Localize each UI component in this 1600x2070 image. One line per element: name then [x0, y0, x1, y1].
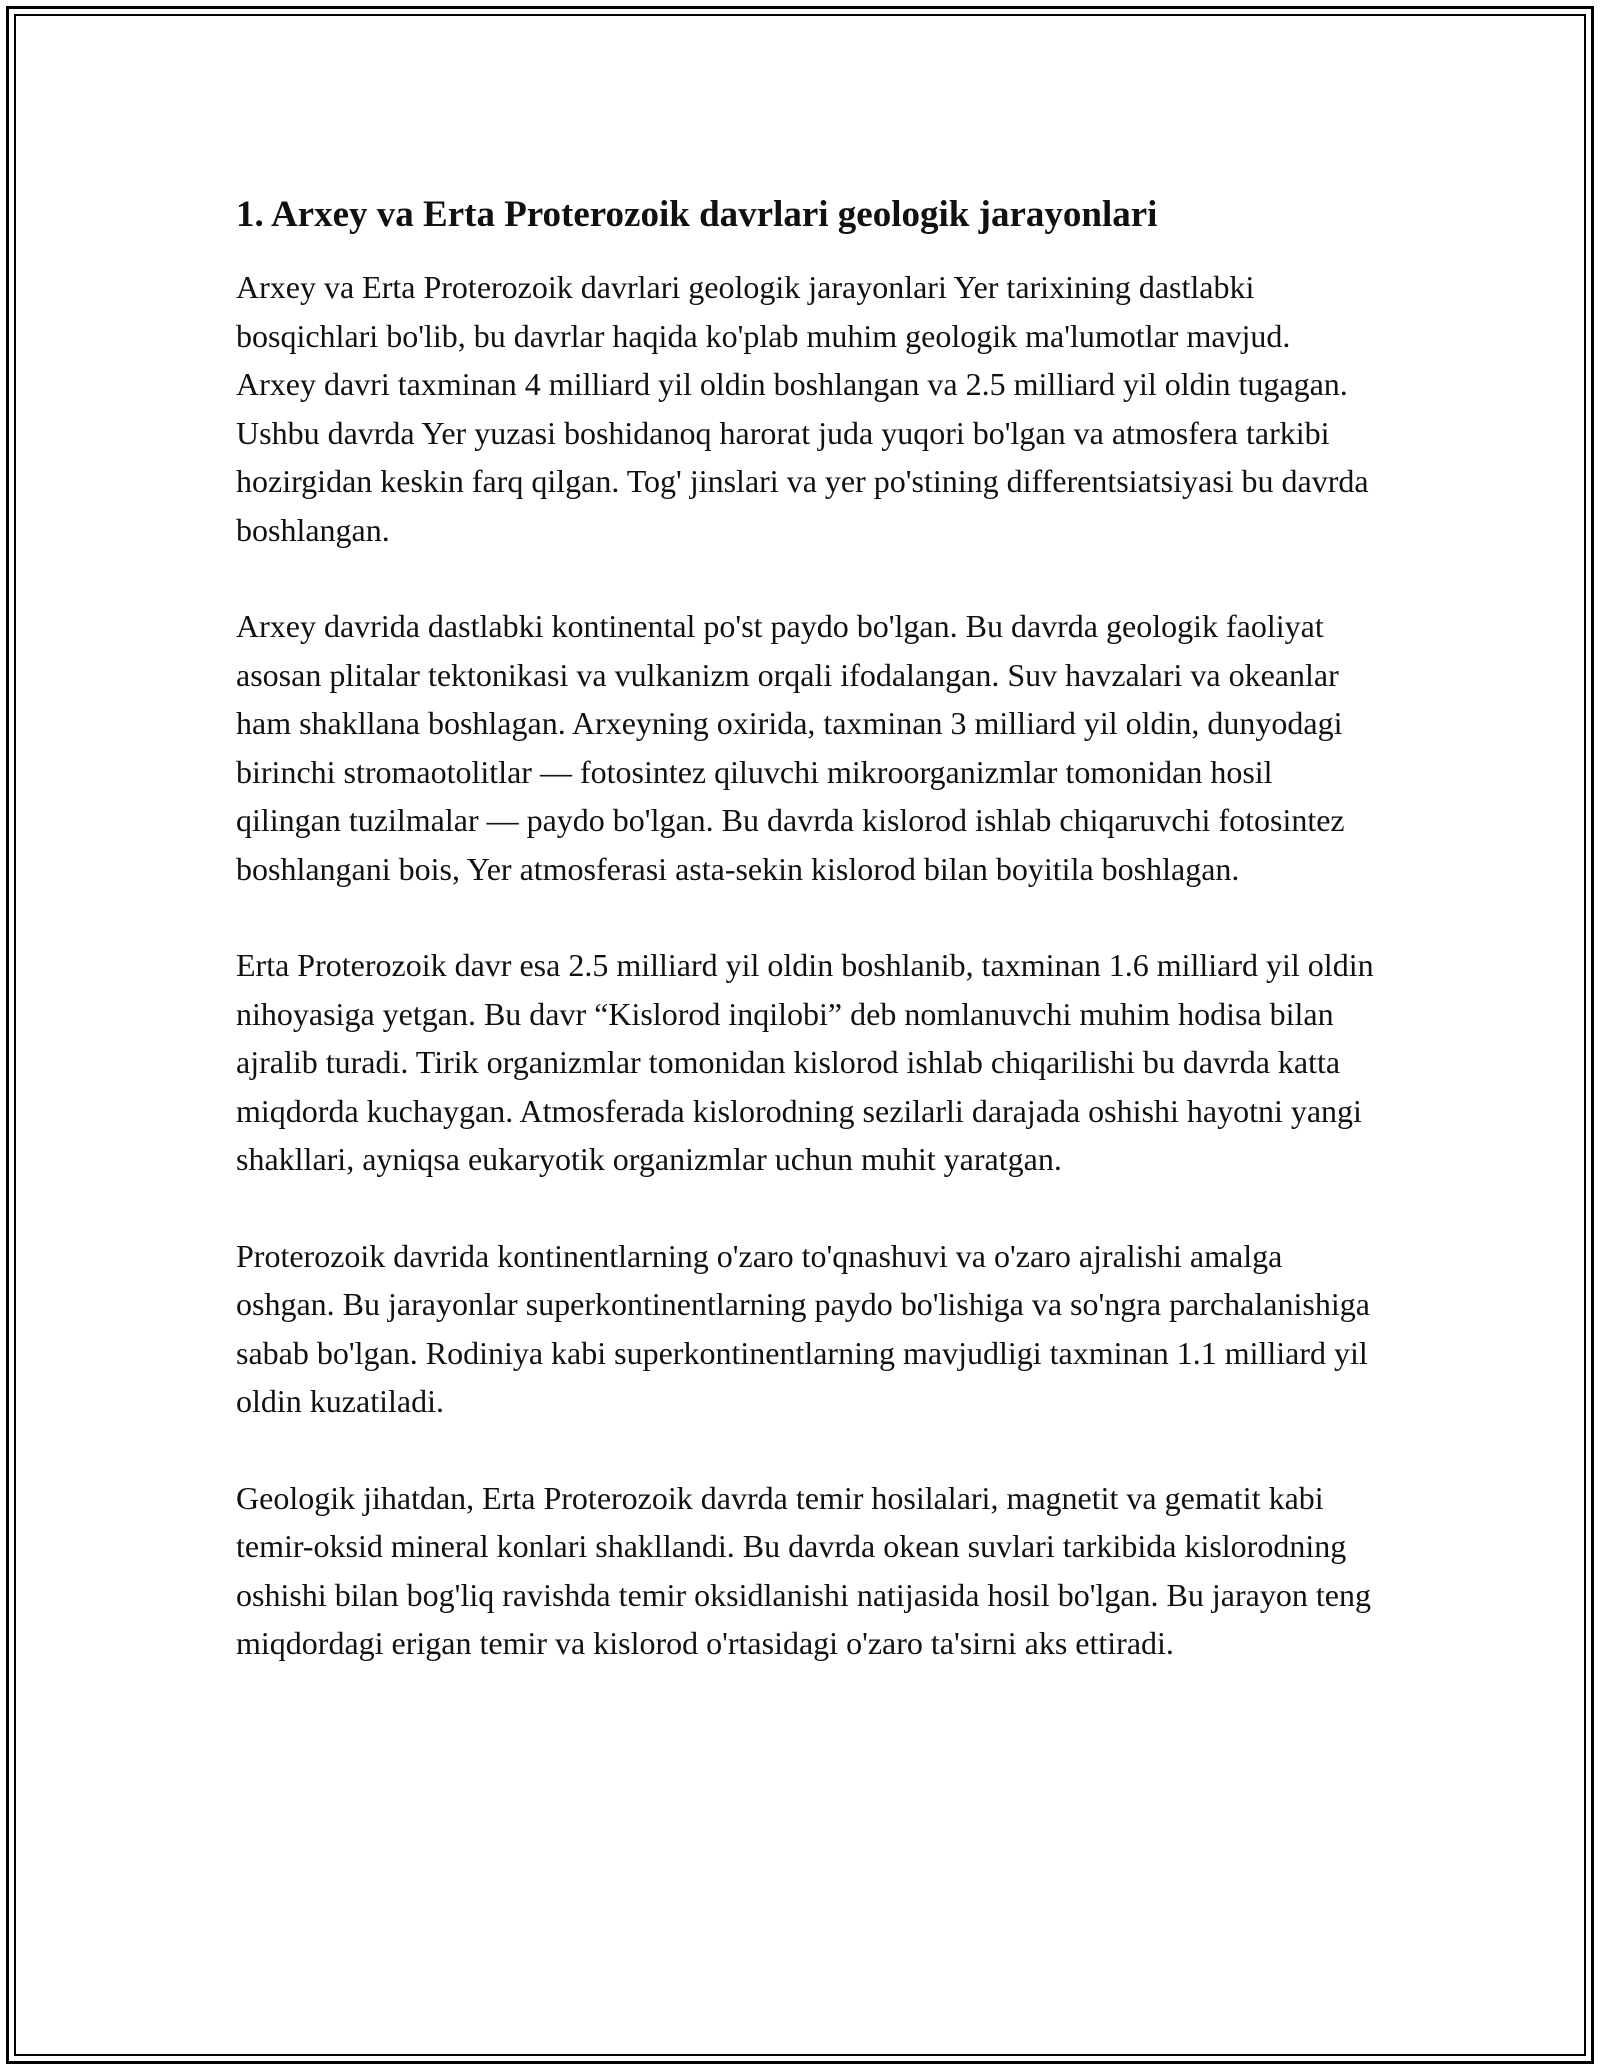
paragraph-3: Erta Proterozoik davr esa 2.5 milliard yil oldin boshlanib, taxminan 1.6 milliard yil oldin nihoyasiga yetgan. Bu davr “Kislorod inqilobi” deb nomlanuvchi muhim hodisa bilan ajralib turadi. Tirik organizmlar tomonidan kislorod ishlab chiqarilishi bu davrda katta miqdorda kuchaygan. Atmosferada kislorodning sezilarli darajada oshishi hayotni yangi shakllari, ayniqsa eukaryotik organizmlar uchun muhit yaratgan. — [236, 947, 1374, 1177]
paragraph-5: Geologik jihatdan, Erta Proterozoik davrda temir hosilalari, magnetit va gematit kabi temir-oksid mineral konlari shakllandi. Bu davrda okean suvlari tarkibida kislorodning oshishi bilan bog'liq ravishda temir oksidlanishi natijasida hosil bo'lgan. Bu jarayon teng miqdordagi erigan temir va kislorod o'rtasidagi o'zaro ta'sirni aks ettiradi. — [236, 1479, 1371, 1661]
paragraph-2: Arxey davrida dastlabki kontinental po'st paydo bo'lgan. Bu davrda geologik faoliyat asosan plitalar tektonikasi va vulkanizm orqali ifodalangan. Suv havzalari va okeanlar ham shakllana boshlagan. Arxeyning oxirida, taxminan 3 milliard yil oldin, dunyodagi birinchi stromaotolitlar — fotosintez qiluvchi mikroorganizmlar tomonidan hosil qilingan tuzilmalar — paydo bo'lgan. Bu davrda kislorod ishlab chiqaruvchi fotosintez boshlangani bois, Yer atmosferasi asta-sekin kislorod bilan boyitila boshlagan. — [236, 608, 1345, 887]
paragraph-1: Arxey va Erta Proterozoik davrlari geologik jarayonlari Yer tarixining dastlabki bosqichlari bo'lib, bu davrlar haqida ko'plab muhim geologik ma'lumotlar mavjud. Arxey davri taxminan 4 milliard yil oldin boshlangan va 2.5 milliard yil oldin tugagan. Ushbu davrda Yer yuzasi boshidanoq harorat juda yuqori bo'lgan va atmosfera tarkibi hozirgidan keskin farq qilgan. Tog' jinslari va yer po'stining differentsiatsiyasi bu davrda boshlangan. — [236, 269, 1369, 548]
section-heading: 1. Arxey va Erta Proterozoik davrlari geologik jarayonlari — [236, 194, 1158, 235]
paragraph-4: Proterozoik davrida kontinentlarning o'zaro to'qnashuvi va o'zaro ajralishi amalga oshgan. Bu jarayonlar superkontinentlarning paydo bo'lishiga va so'ngra parchalanishiga sabab bo'lgan. Rodiniya kabi superkontinentlarning mavjudligi taxminan 1.1 milliard yil oldin kuzatiladi. — [236, 1237, 1370, 1419]
document-body — [236, 190, 1376, 1716]
